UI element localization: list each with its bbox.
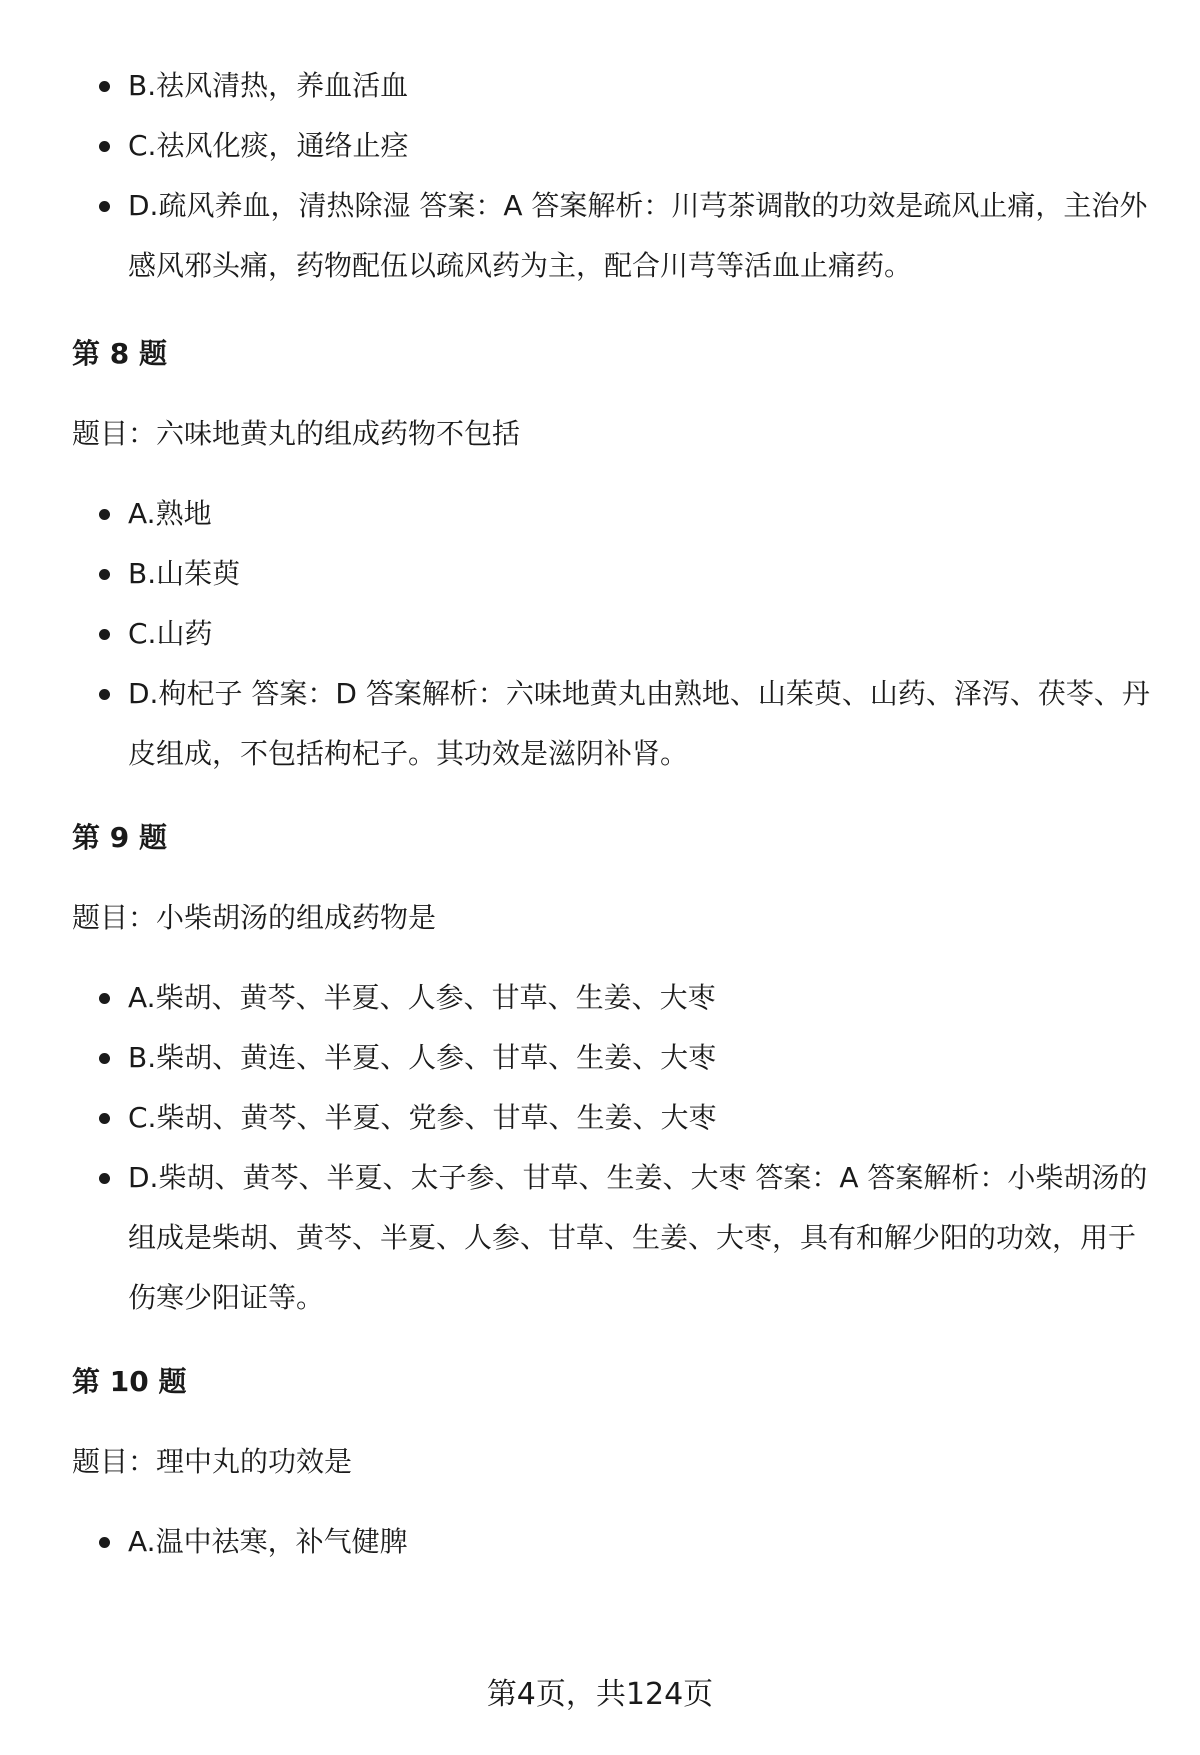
question-8-heading: 第 8 题	[72, 337, 167, 370]
option-c: C.柴胡、黄芩、半夏、党参、甘草、生姜、大枣	[72, 1088, 1157, 1148]
option-c: C.山药	[72, 604, 1157, 664]
question-9-heading: 第 9 题	[72, 821, 167, 854]
option-d-with-answer: D.柴胡、黄芩、半夏、太子参、甘草、生姜、大枣 答案：A 答案解析：小柴胡汤的组成是柴胡、黄芩、半夏、人参、甘草、生姜、大枣，具有和解少阳的功效，用于伤寒少阳证等。	[72, 1148, 1157, 1328]
q7-options-continued	[72, 56, 1157, 296]
question-9-text: 题目：小柴胡汤的组成药物是	[72, 901, 437, 934]
option-c: C.祛风化痰，通络止痉	[72, 116, 1157, 176]
option-b: B.祛风清热，养血活血	[72, 56, 1157, 116]
option-d-with-answer: D.枸杞子 答案：D 答案解析：六味地黄丸由熟地、山茱萸、山药、泽泻、茯苓、丹皮组成，不包括枸杞子。其功效是滋阴补肾。	[72, 664, 1157, 784]
option-b: B.柴胡、黄连、半夏、人参、甘草、生姜、大枣	[72, 1028, 1157, 1088]
question-8-options	[72, 484, 1157, 784]
page-number-footer: 第4页，共124页	[486, 1677, 714, 1712]
question-8-text: 题目：六味地黄丸的组成药物不包括	[72, 417, 521, 450]
question-9-options	[72, 968, 1157, 1328]
option-b: B.山茱萸	[72, 544, 1157, 604]
question-10-heading: 第 10 题	[72, 1365, 187, 1398]
question-10-options	[72, 1512, 1157, 1572]
question-10-text: 题目：理中丸的功效是	[72, 1445, 353, 1478]
document-page	[72, 56, 1157, 1572]
option-a: A.温中祛寒，补气健脾	[72, 1512, 1157, 1572]
option-a: A.熟地	[72, 484, 1157, 544]
option-d-with-answer: D.疏风养血，清热除湿 答案：A 答案解析：川芎茶调散的功效是疏风止痛，主治外感风邪头痛，药物配伍以疏风药为主，配合川芎等活血止痛药。	[72, 176, 1157, 296]
option-a: A.柴胡、黄芩、半夏、人参、甘草、生姜、大枣	[72, 968, 1157, 1028]
